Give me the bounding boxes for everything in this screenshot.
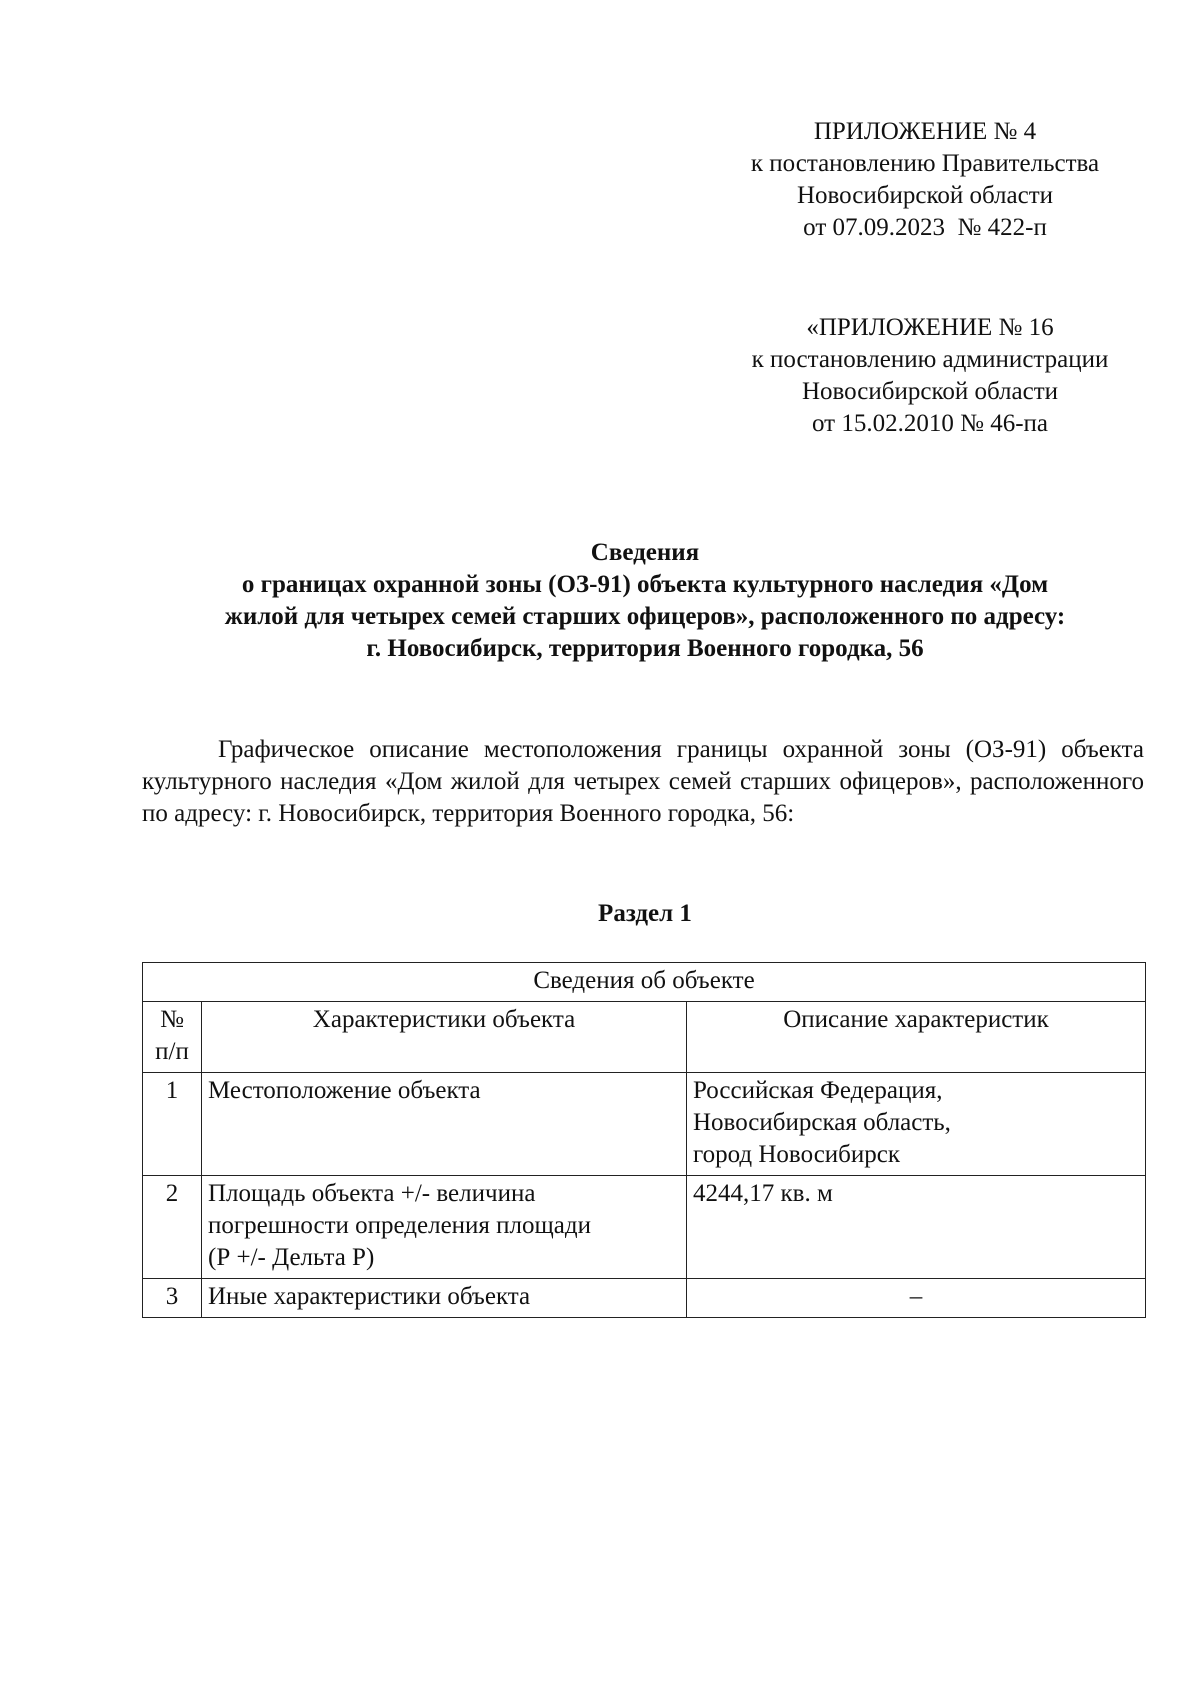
table-caption-row (143, 963, 1146, 1002)
row-characteristic-line: погрешности определения площади (208, 1212, 591, 1239)
appendix-16-number: «ПРИЛОЖЕНИЕ № 16 (806, 314, 1054, 341)
table-row (143, 1176, 1146, 1279)
appendix-16-region: Новосибирской области (801, 378, 1059, 405)
row-value-line: город Новосибирск (693, 1141, 901, 1168)
table-row (143, 1279, 1146, 1318)
table-caption: Сведения об объекте (143, 963, 1146, 1002)
description-paragraph: Графическое описание местоположения границы охранной зоны (ОЗ-91) объекта культурного наследия «Дом жилой для четырех семей старших офицеров», расположенного по адресу: г. Новосибирск, территория Военного городка, 56: (142, 736, 1144, 827)
row-value (687, 1279, 1146, 1318)
document-title (140, 537, 1150, 665)
appendix-4-region: Новосибирской области (796, 182, 1054, 209)
row-value-line: – (909, 1283, 923, 1310)
row-characteristic (202, 1279, 687, 1318)
header-description: Описание характеристик (687, 1002, 1146, 1073)
header-num-line-2: п/п (155, 1038, 189, 1065)
table-header-row (143, 1002, 1146, 1073)
appendix-4-date-number: от 07.09.2023 № 422-п (803, 214, 1047, 241)
table-row (143, 1073, 1146, 1176)
row-characteristic-line: Площадь объекта +/- величина (208, 1180, 536, 1207)
appendix-4-header (735, 116, 1115, 244)
section-title: Раздел 1 (598, 900, 692, 927)
appendix-4-number: ПРИЛОЖЕНИЕ № 4 (813, 118, 1037, 145)
header-num-line-1: № (160, 1006, 184, 1033)
row-value-line: Новосибирская область, (693, 1109, 951, 1136)
row-number: 3 (143, 1279, 202, 1318)
row-number: 2 (143, 1176, 202, 1279)
title-line-1: Сведения (590, 539, 700, 566)
appendix-16-to-resolution: к постановлению администрации (751, 346, 1109, 373)
row-number: 1 (143, 1073, 202, 1176)
row-characteristic-line: (Р +/- Дельта Р) (208, 1244, 375, 1271)
title-line-3: жилой для четырех семей старших офицеров», расположенного по адресу: (224, 603, 1066, 630)
title-line-2: о границах охранной зоны (ОЗ-91) объекта культурного наследия «Дом (241, 571, 1049, 598)
row-value (687, 1073, 1146, 1176)
header-num (143, 1002, 202, 1073)
appendix-16-header (730, 312, 1130, 440)
appendix-16-date-number: от 15.02.2010 № 46-па (812, 410, 1048, 437)
object-info-table (142, 962, 1146, 1318)
row-value (687, 1176, 1146, 1279)
row-characteristic (202, 1176, 687, 1279)
title-line-4: г. Новосибирск, территория Военного городка, 56 (366, 635, 924, 662)
row-characteristic (202, 1073, 687, 1176)
row-characteristic-line: Местоположение объекта (208, 1077, 481, 1104)
row-value-line: Российская Федерация, (693, 1077, 943, 1104)
row-characteristic-line: Иные характеристики объекта (208, 1283, 531, 1310)
header-characteristics: Характеристики объекта (202, 1002, 687, 1073)
appendix-4-to-resolution: к постановлению Правительства (750, 150, 1100, 177)
row-value-line: 4244,17 кв. м (693, 1180, 833, 1207)
